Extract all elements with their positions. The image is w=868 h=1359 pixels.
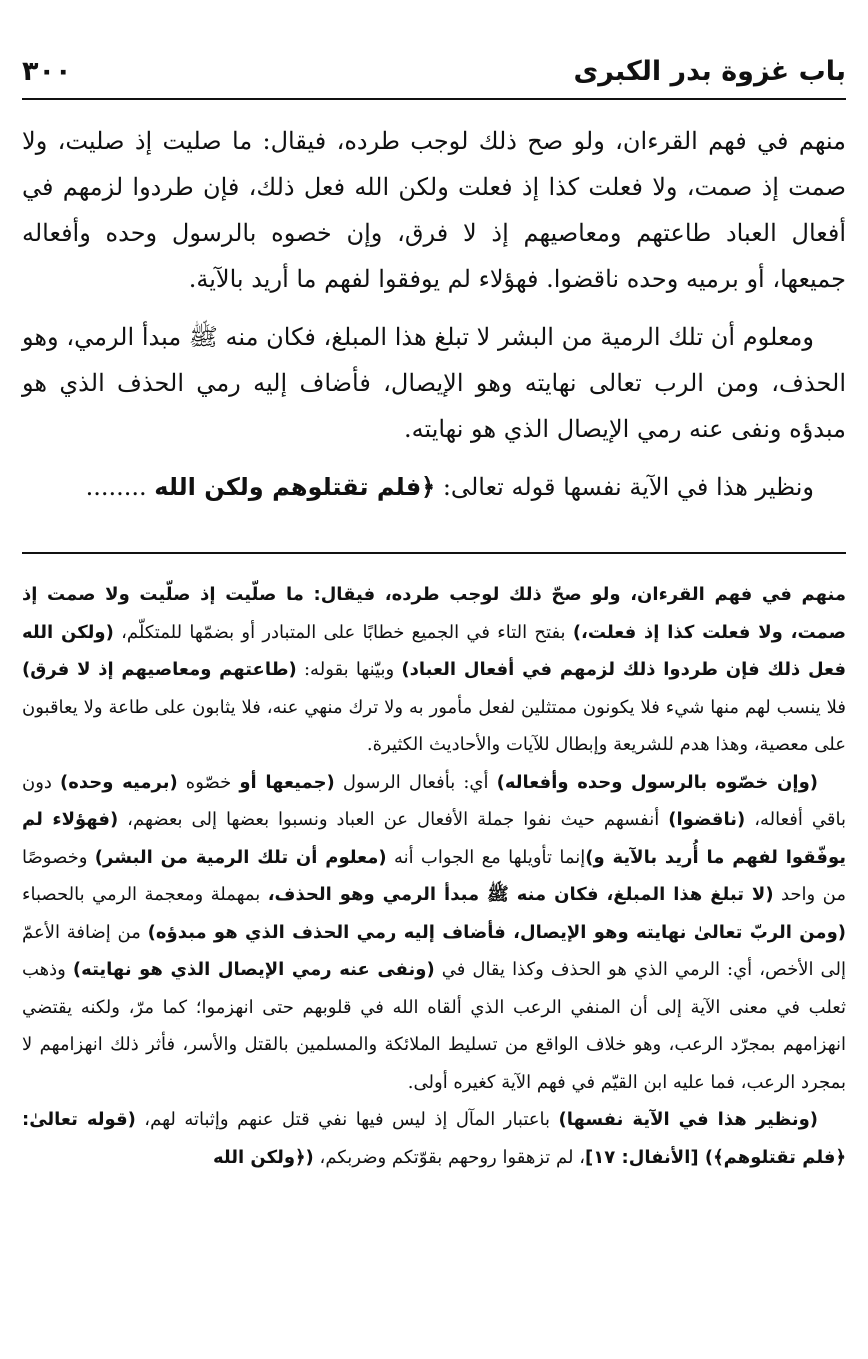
page-header [22,52,846,100]
footnote-divider [22,552,846,554]
commentary-run: بفتح التاء في الجميع خطابًا على المتبادر أو بضمّها للمتكلّم، [113,621,573,643]
commentary-run: ، لم تزهقوا روحهم بقوّتكم وضربكم، [313,1146,586,1168]
commentary-run: وذهب ثعلب في معنى الآية إلى أن المنفي الرعب الذي ألقاه الله في قلوبهم حتى انهزموا؛ كما مرّ، ولكنه يقتضي انهزامهم بمجرّد الرعب، وهو خلاف الواقع من تسليط الملائكة والمسلمين بالقتل والأسر، فأثر ذلك انهزامهم لا بمجرد الرعب، فما عليه ابن القيّم في فهم الآية كغيره أولى. [22,959,846,1093]
main-paragraph: ومعلوم أن تلك الرمية من البشر لا تبلغ هذا المبلغ، فكان منه ﷺ مبدأ الرمي، وهو الحذف، ومن الرب تعالى نهايته وهو الإيصال، فأضاف إليه رمي الحذف الذي هو مبدؤه ونفى عنه رمي الإيصال الذي هو نهايته. [22,323,846,443]
commentary-run: دون باقي أفعاله، [22,771,846,830]
main-paragraph: منهم في فهم القرءان، ولو صح ذلك لوجب طرده، فيقال: ما صليت إذ صليت، ولا صمت إذ صمت، ولا فعلت كذا إذ فعلت ولكن الله فعل ذلك، فإن طردوا لزمهم في أفعال العباد طاعتهم ومعاصيهم إذ لا فرق، وإن خصوه بالرسول وحده وأفعاله جميعها، أو برميه وحده ناقضوا. فهؤلاء لم يوفقوا لفهم ما أريد بالآية. [22,127,846,293]
commentary-run: وبيّنها بقوله: [296,659,402,680]
page-number: ٣٠٠ [22,56,72,87]
commentary-run: أنفسهم حيث نفوا جملة الأفعال عن العباد ونسبوا بعضها إلى بعضهم، [118,809,669,830]
commentary-run: خصّوه [177,771,240,793]
main-text-run: ونظير هذا في الآية نفسها قوله تعالى: [435,473,814,501]
quoted-text: (ونفى عنه رمي الإيصال الذي هو نهايته) [72,959,435,980]
main-paragraph [22,464,846,510]
quran-verse: ﴿فلم تقتلوهم ولكن الله [154,473,436,501]
quoted-text: (فهؤلاء لم يوفّقوا لفهم ما أُريد بالآية و) [22,809,847,868]
commentary-text [22,576,846,1176]
quoted-text: (معلوم أن تلك الرمية من البشر) [94,846,387,868]
commentary-run: فلا ينسب لهم منها شيء فلا يكونون ممتثلين لفعل مأمور به ولا ترك منهي عنه، فلا يثابون على طاعة ولا يعاقبون على معصية، وهذا هدم للشريعة وإبطال للآيات والأحاديث الكثيرة. [22,696,846,755]
commentary-paragraph [22,1101,846,1176]
commentary-run: إنما تأويلها مع الجواب أنه [386,846,586,868]
commentary-run: بمهملة ومعجمة الرمي بالحصباء [22,884,268,905]
commentary-run: باعتبار المآل إذ ليس فيها نفي قتل عنهم وإثباته لهم، [135,1109,559,1130]
commentary-run: من إضافة الأعمّ إلى الأخص، أي: الرمي الذي هو الحذف وكذا يقال في [22,921,846,980]
commentary-paragraph [22,764,846,1102]
quoted-text: (وإن خصّوه بالرسول وحده وأفعاله) [496,771,818,793]
quoted-text: (ناقضوا) [668,809,746,830]
ellipsis: ........ [85,473,147,501]
quoted-text: (قوله تعالىٰ: ﴿فلم تقتلوهم﴾) [الأنفال: ١٧] [22,1109,846,1168]
quoted-text: (طاعتهم ومعاصيهم إذ لا فرق) [22,659,297,680]
quoted-text: (ونظير هذا في الآية نفسها) [558,1109,818,1130]
quoted-text: (ومن الربّ تعالىٰ نهايته وهو الإيصال، فأضاف إليه رمي الحذف الذي هو مبدؤه) [147,921,846,943]
commentary-paragraph [22,576,846,764]
quoted-text: منهم في فهم القرءان، ولو صحّ ذلك لوجب طرده، فيقال: ما صلّيت إذ صلّيت ولا صمت إذ صمت، ولا فعلت كذا إذ فعلت،) [22,584,846,643]
main-text [22,118,846,522]
commentary-run: وخصوصًا من واحد [22,846,846,905]
quoted-text: (جميعها أو [239,771,335,793]
quoted-text: (لا تبلغ هذا المبلغ، فكان منه ﷺ مبدأ الرمي وهو الحذف، [267,884,774,905]
commentary-run: أي: بأفعال الرسول [334,771,497,793]
quoted-text: (﴿ولكن الله [212,1146,314,1168]
quoted-text: (ولكن الله فعل ذلك فإن طردوا ذلك لزمهم في أفعال العباد) [22,621,846,680]
chapter-title: باب غزوة بدر الكبرى [573,56,846,87]
quoted-text: (برميه وحده) [60,771,178,793]
